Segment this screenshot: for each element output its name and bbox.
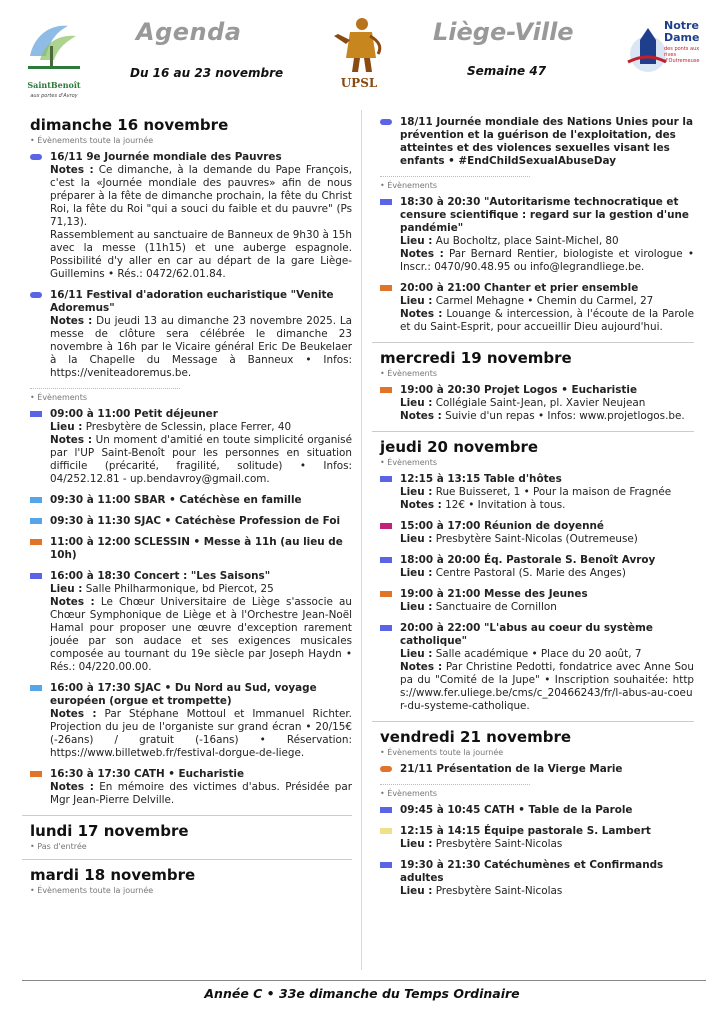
event-title: 16:30 à 17:30 CATH • Eucharistie (50, 768, 245, 780)
event-location: Rue Buisseret, 1 • Pour la maison de Fragnée (432, 486, 672, 498)
event-color-marker (380, 119, 392, 125)
event-color-marker (30, 685, 42, 691)
event-notes: Le Chœur Universitaire de Liège s'associe au Chœur Symphonique de Liège et à l'Orchestre Jean-Noël Hamal pour proposer une œuvre d'exception rarement jouée par son audace et ses exigences musicales composée au tournant du 19e siècle par Joseph Haydn • Rés.: 04/220.00.00. (50, 596, 352, 673)
lieu-label: Lieu : (400, 397, 433, 409)
section-label: • Pas d'entrée (30, 842, 87, 851)
lieu-label: Lieu : (400, 885, 433, 897)
event-location: Salle Philharmonique, bd Piercot, 25 (82, 583, 274, 595)
event-location: Au Bocholtz, place Saint-Michel, 80 (432, 235, 619, 247)
day-heading: lundi 17 novembre (30, 822, 189, 840)
tree-icon (20, 16, 88, 76)
day-heading: dimanche 16 novembre (30, 116, 229, 134)
event-title: 09:30 à 11:30 SJAC • Catéchèse Profession de Foi (50, 515, 341, 527)
notes-label: Notes : (50, 434, 93, 446)
event-item[interactable] (372, 763, 694, 776)
event-location: Salle académique • Place du 20 août, 7 (432, 648, 642, 660)
notre-dame-logo-subtext: des ponts aux rives d'Outremeuse (664, 46, 700, 64)
notre-dame-logo-text: Notre Dame (664, 19, 700, 44)
event-color-marker (380, 862, 392, 868)
lieu-label: Lieu : (400, 235, 433, 247)
event-color-marker (380, 199, 392, 205)
event-title: 15:00 à 17:00 Réunion de doyenné (400, 520, 604, 532)
section-label: • Évènements (380, 789, 438, 798)
notes-label: Notes : (400, 248, 444, 260)
event-item[interactable] (372, 196, 694, 274)
notes-label: Notes : (400, 410, 442, 422)
dotted-divider (380, 176, 530, 177)
notes-label: Notes : (400, 308, 443, 320)
event-item[interactable] (22, 515, 352, 528)
lieu-label: Lieu : (400, 838, 433, 850)
event-location: Carmel Mehagne • Chemin du Carmel, 27 (432, 295, 654, 307)
section-label: • Évènements toute la journée (30, 886, 154, 895)
notes-label: Notes : (400, 499, 442, 511)
event-title: 19:00 à 20:30 Projet Logos • Eucharistie (400, 384, 637, 396)
upsl-logo-text: UPSL (340, 76, 378, 90)
event-notes: En mémoire des victimes d'abus. Présidée par Mgr Jean-Pierre Delville. (50, 781, 352, 806)
event-location: Presbytère de Sclessin, place Ferrer, 40 (82, 421, 292, 433)
section-label: • Évènements (380, 458, 438, 467)
day-divider (372, 431, 694, 432)
lieu-label: Lieu : (400, 295, 433, 307)
event-title: 20:00 à 21:00 Chanter et prier ensemble (400, 282, 639, 294)
event-color-marker (30, 411, 42, 417)
event-notes: Suivie d'un repas • Infos: www.projetlogos.be. (441, 410, 685, 422)
notre-dame-logo (626, 18, 710, 94)
day-heading: mardi 18 novembre (30, 866, 196, 884)
event-location: Presbytère Saint-Nicolas (Outremeuse) (432, 533, 638, 545)
event-color-marker (30, 518, 42, 524)
day-heading: jeudi 20 novembre (380, 438, 539, 456)
event-item[interactable] (22, 570, 352, 674)
lieu-label: Lieu : (50, 421, 83, 433)
event-item[interactable] (22, 768, 352, 807)
musician-icon (326, 14, 392, 76)
event-color-marker (30, 771, 42, 777)
event-notes: Par Bernard Rentier, biologiste et virologue • Inscr.: 0470/90.48.95 ou info@legrandliege.be. (400, 248, 694, 273)
saint-benoit-logo-text: SaintBenoît (27, 80, 81, 90)
event-title: 16:00 à 18:30 Concert : "Les Saisons" (50, 570, 271, 582)
event-item[interactable] (372, 859, 694, 898)
event-color-marker (380, 523, 392, 529)
agenda-title: Agenda (136, 18, 242, 46)
week-subtitle: Semaine 47 (467, 64, 547, 78)
day-divider (372, 721, 694, 722)
event-item[interactable] (372, 804, 694, 817)
event-title: 12:15 à 14:15 Équipe pastorale S. Lambert (400, 825, 651, 837)
day-heading: vendredi 21 novembre (380, 728, 572, 746)
event-color-marker (30, 573, 42, 579)
event-title: 18:30 à 20:30 "Autoritarisme technocratique et censure scientifique : regard sur la gestion d'une pandémie" (400, 196, 689, 234)
event-title: 16/11 Festival d'adoration eucharistique "Venite Adoremus" (50, 289, 334, 314)
notes-label: Notes : (50, 315, 93, 327)
event-location: Centre Pastoral (S. Marie des Anges) (432, 567, 626, 579)
event-title: 18/11 Journée mondiale des Nations Unies pour la prévention et la guérison de l'exploitation, des atteintes et des violences sexuelles visant les enfants • #EndChildSexualAbuseDay (400, 116, 693, 167)
event-notes: Du jeudi 13 au dimanche 23 novembre 2025. La messe de clôture sera célébrée le dimanche 23 novembre à 16h par le Vicaire général Eric De Beukelaer à la Chapelle du Message à Banneux • Infos: https://veniteadoremus.be. (50, 315, 352, 379)
event-title: 16/11 9e Journée mondiale des Pauvres (50, 151, 282, 163)
event-item[interactable] (372, 622, 694, 713)
right-column (372, 110, 694, 906)
event-item[interactable] (372, 588, 694, 614)
lieu-label: Lieu : (400, 533, 433, 545)
event-title: 20:00 à 22:00 "L'abus au coeur du système catholique" (400, 622, 653, 647)
section-label: • Évènements (380, 369, 438, 378)
event-item[interactable] (22, 151, 352, 281)
event-title: 19:00 à 21:00 Messe des Jeunes (400, 588, 588, 600)
event-color-marker (30, 497, 42, 503)
event-title: 09:45 à 10:45 CATH • Table de la Parole (400, 804, 633, 816)
event-color-marker (380, 557, 392, 563)
church-icon (626, 18, 666, 78)
event-notes: Louange & intercession, à l'écoute de la Parole et du Saint-Esprit, pour accueillir Dieu aujourd'hui. (400, 308, 695, 333)
event-notes-continued: Rassemblement au sanctuaire de Banneux de 9h30 à 15h avec la messe (11h15) et une auberge espagnole. Possibilité d'y aller en car au départ de la gare Liège-Guillemins • Rés.: 0472/62.01.84. (50, 229, 352, 280)
event-notes: 12€ • Invitation à tous. (441, 499, 566, 511)
event-color-marker (30, 154, 42, 160)
event-title: 09:00 à 11:00 Petit déjeuner (50, 408, 218, 420)
event-color-marker (380, 285, 392, 291)
event-location: Sanctuaire de Cornillon (432, 601, 557, 613)
liege-ville-title: Liège-Ville (433, 18, 574, 46)
event-item[interactable] (22, 494, 352, 507)
saint-benoit-logo (20, 16, 88, 99)
event-color-marker (380, 828, 392, 834)
lieu-label: Lieu : (400, 601, 433, 613)
event-color-marker (380, 807, 392, 813)
event-item[interactable] (372, 116, 694, 168)
event-color-marker (380, 766, 392, 772)
event-color-marker (380, 625, 392, 631)
saint-benoit-logo-subtext: aux portes d'Avroy (30, 93, 78, 99)
event-item[interactable] (22, 682, 352, 760)
event-location: Presbytère Saint-Nicolas (432, 885, 563, 897)
event-notes: Ce dimanche, à la demande du Pape François, c'est la «Journée mondiale des pauvres» afin de nous préparer à la fête de dimanche prochain, la fête du Christ Roi, la fête du Roi "qui a souci du faible et du pauvre" (Ps 71,13). (50, 164, 352, 228)
notes-label: Notes : (50, 164, 94, 176)
event-notes: Un moment d'amitié en toute simplicité organisé par l'UP Saint-Benoît pour les personnes en situation difficile (précarité, fragilité, solitude) • Infos: 04/252.12.81 - up.bendavroy@gmail.com. (50, 434, 352, 485)
lieu-label: Lieu : (400, 486, 433, 498)
lieu-label: Lieu : (400, 567, 433, 579)
dates-subtitle: Du 16 au 23 novembre (130, 66, 284, 80)
event-item[interactable] (22, 536, 352, 562)
notes-label: Notes : (50, 708, 97, 720)
event-location: Presbytère Saint-Nicolas (432, 838, 563, 850)
event-item[interactable] (22, 408, 352, 486)
event-item[interactable] (372, 520, 694, 546)
event-title: 19:30 à 21:30 Catéchumènes et Confirmands adultes (400, 859, 664, 884)
day-heading: mercredi 19 novembre (380, 349, 572, 367)
day-divider (22, 859, 352, 860)
section-label: • Évènements toute la journée (30, 136, 154, 145)
event-title: 21/11 Présentation de la Vierge Marie (400, 763, 623, 775)
dotted-divider (30, 388, 180, 389)
event-item[interactable] (372, 384, 694, 423)
left-column (22, 110, 352, 901)
upsl-logo (326, 14, 392, 92)
section-label: • Évènements (30, 393, 88, 402)
event-color-marker (380, 591, 392, 597)
event-color-marker (380, 476, 392, 482)
header (0, 0, 724, 100)
event-item[interactable] (372, 473, 694, 512)
event-location: Collégiale Saint-Jean, pl. Xavier Neujean (432, 397, 646, 409)
lieu-label: Lieu : (50, 583, 83, 595)
event-title: 09:30 à 11:00 SBAR • Catéchèse en famille (50, 494, 302, 506)
event-item[interactable] (372, 825, 694, 851)
event-color-marker (30, 292, 42, 298)
notes-label: Notes : (400, 661, 443, 673)
event-notes: Par Stéphane Mottoul et Immanuel Richter. Projection du jeu de l'organiste sur grand écran • 20/15€ (-26ans) / gratuit (-16ans) • Réservation: https://www.billetweb.fr/festival-dorgue-de-liege. (50, 708, 352, 759)
notes-label: Notes : (50, 781, 94, 793)
event-color-marker (380, 387, 392, 393)
lieu-label: Lieu : (400, 648, 433, 660)
section-label: • Évènements toute la journée (380, 748, 504, 757)
event-title: 18:00 à 20:00 Éq. Pastorale S. Benoît Avroy (400, 554, 656, 566)
event-item[interactable] (372, 554, 694, 580)
day-divider (372, 342, 694, 343)
event-title: 12:15 à 13:15 Table d'hôtes (400, 473, 562, 485)
event-title: 11:00 à 12:00 SCLESSIN • Messe à 11h (au lieu de 10h) (50, 536, 343, 561)
day-divider (22, 815, 352, 816)
event-color-marker (30, 539, 42, 545)
section-label: • Évènements (380, 181, 438, 190)
footer-divider (22, 980, 706, 981)
footer-liturgical-note: Année C • 33e dimanche du Temps Ordinaire (204, 986, 520, 1001)
notes-label: Notes : (50, 596, 95, 608)
dotted-divider (380, 784, 530, 785)
event-item[interactable] (22, 289, 352, 380)
column-divider (361, 110, 362, 970)
event-title: 16:00 à 17:30 SJAC • Du Nord au Sud, voyage européen (orgue et trompette) (50, 682, 317, 707)
event-notes: Par Christine Pedotti, fondatrice avec Anne Soupa du "Comité de la Jupe" • Inscription souhaitée: https://www.fer.uliege.be/cms/c_20466243/fr/l-abus-au-coeur-du-systeme-catholique. (400, 661, 694, 712)
event-item[interactable] (372, 282, 694, 334)
